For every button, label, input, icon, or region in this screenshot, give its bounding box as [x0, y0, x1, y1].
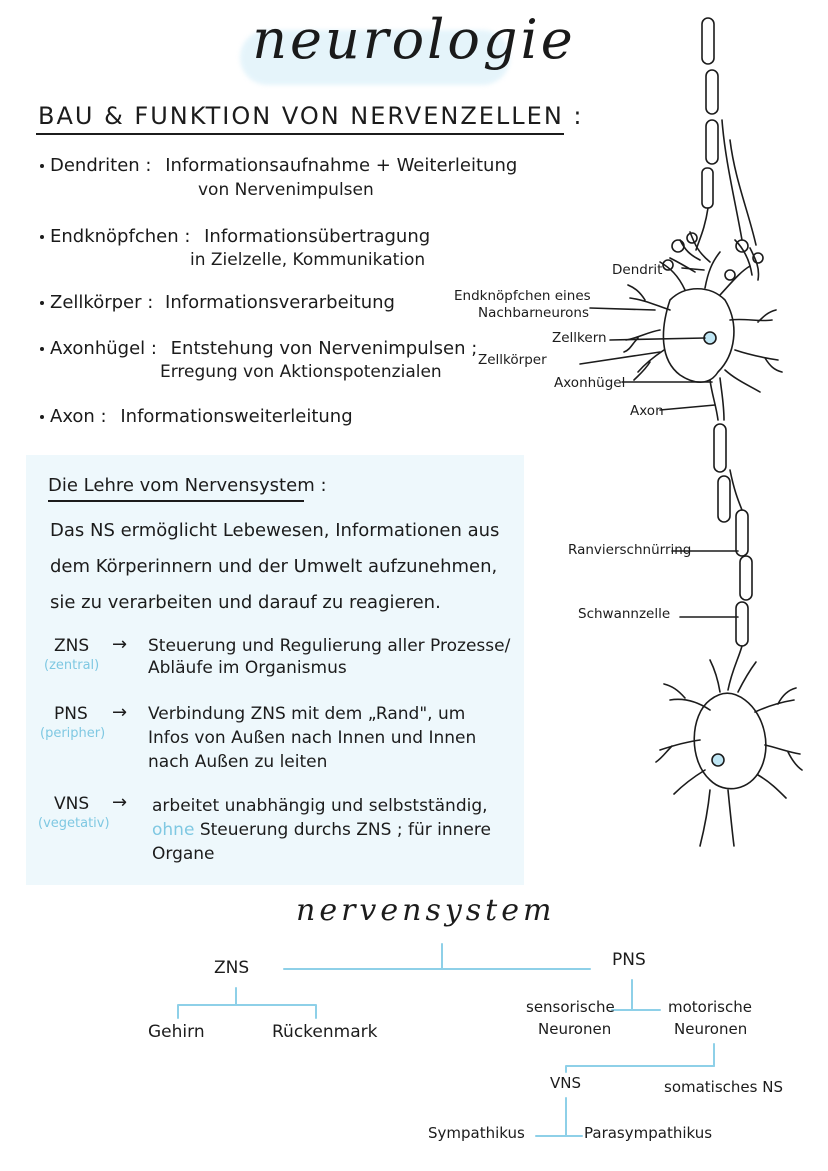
bullet-icon — [40, 301, 44, 305]
section-heading: BAU & FUNKTION VON NERVENZELLEN : — [38, 102, 584, 130]
definition-term: Axonhügel : — [50, 338, 157, 359]
bullet-icon — [40, 347, 44, 351]
definition-desc-cont: von Nervenimpulsen — [198, 180, 374, 200]
desc-line: nach Außen zu leiten — [148, 752, 328, 772]
desc-line — [152, 820, 491, 840]
label-zellkern: Zellkern — [552, 330, 607, 346]
tree-pns: PNS — [612, 950, 646, 970]
desc-rest: Steuerung durchs ZNS ; für innere — [194, 820, 491, 840]
definition-axonhuegel — [40, 338, 477, 359]
neuron-illustration — [560, 0, 820, 850]
tree-sensorische-neuronen: Neuronen — [538, 1020, 612, 1038]
label-ranvier: Ranvierschnürring — [568, 542, 692, 558]
desc-line: Abläufe im Organismus — [148, 658, 347, 678]
abbr-sub: (peripher) — [40, 726, 106, 741]
label-endknoepfchen: Endknöpfchen eines — [454, 288, 591, 304]
tree-motorische: motorische — [668, 998, 752, 1016]
tree-sympathikus: Sympathikus — [428, 1124, 525, 1142]
label-axon: Axon — [630, 403, 664, 419]
page-title: neurologie — [252, 8, 576, 71]
intro-line: Das NS ermöglicht Lebewesen, Informationen aus — [50, 520, 500, 541]
abbr-pns: PNS — [54, 704, 88, 724]
tree-title: nervensystem — [296, 893, 556, 928]
desc-line: Organe — [152, 844, 215, 864]
abbr-zns: ZNS — [54, 636, 90, 656]
tree-gehirn: Gehirn — [148, 1022, 205, 1042]
tree-somatisches: somatisches NS — [664, 1078, 783, 1096]
definition-term: Axon : — [50, 406, 107, 427]
definition-desc-cont: in Zielzelle, Kommunikation — [190, 250, 426, 270]
desc-line: Infos von Außen nach Innen und Innen — [148, 728, 477, 748]
definition-desc: Entstehung von Nervenimpulsen ; — [170, 338, 478, 359]
definition-term: Zellkörper : — [50, 292, 154, 313]
intro-line: sie zu verarbeiten und darauf zu reagieren. — [50, 592, 441, 613]
tree-vns: VNS — [550, 1074, 582, 1092]
tree-parasympathikus: Parasympathikus — [584, 1124, 713, 1142]
label-zellkoerper: Zellkörper — [478, 352, 547, 368]
definition-axon — [40, 406, 353, 427]
desc-highlight: ohne — [152, 820, 195, 840]
definition-term: Endknöpfchen : — [50, 226, 191, 247]
definition-desc: Informationsübertragung — [204, 226, 431, 247]
intro-line: dem Körperinnern und der Umwelt aufzunehmen, — [50, 556, 498, 577]
definition-desc: Informationsweiterleitung — [120, 406, 353, 427]
heading-underline — [36, 133, 564, 135]
box-title-underline — [48, 500, 304, 502]
tree-zns: ZNS — [214, 958, 250, 978]
arrow-icon: → — [112, 634, 128, 655]
desc-line: Steuerung und Regulierung aller Prozesse/ — [148, 636, 511, 656]
definition-dendriten — [40, 155, 517, 176]
tree-sensorische: sensorische — [526, 998, 615, 1016]
bullet-icon — [40, 164, 44, 168]
label-schwann: Schwannzelle — [578, 606, 671, 622]
arrow-icon: → — [112, 702, 128, 723]
bullet-icon — [40, 415, 44, 419]
desc-line: Verbindung ZNS mit dem „Rand", um — [148, 704, 466, 724]
abbr-vns: VNS — [54, 794, 90, 814]
definition-term: Dendriten : — [50, 155, 152, 176]
label-dendrit: Dendrit — [612, 262, 663, 278]
definition-endknoepfchen — [40, 226, 430, 247]
desc-line: arbeitet unabhängig und selbstständig, — [152, 796, 488, 816]
box-title: Die Lehre vom Nervensystem : — [48, 475, 327, 496]
arrow-icon: → — [112, 792, 128, 813]
tree-rueckenmark: Rückenmark — [272, 1022, 378, 1042]
bullet-icon — [40, 235, 44, 239]
definition-zellkoerper — [40, 292, 395, 313]
definition-desc: Informationsverarbeitung — [165, 292, 395, 313]
tree-motorische-neuronen: Neuronen — [674, 1020, 748, 1038]
label-nachbarneurons: Nachbarneurons — [478, 305, 590, 321]
abbr-sub: (vegetativ) — [38, 816, 110, 831]
definition-desc: Informationsaufnahme + Weiterleitung — [165, 155, 518, 176]
abbr-sub: (zentral) — [44, 658, 100, 673]
label-axonhuegel: Axonhügel — [554, 375, 626, 391]
definition-desc-cont: Erregung von Aktionspotenzialen — [160, 362, 442, 382]
